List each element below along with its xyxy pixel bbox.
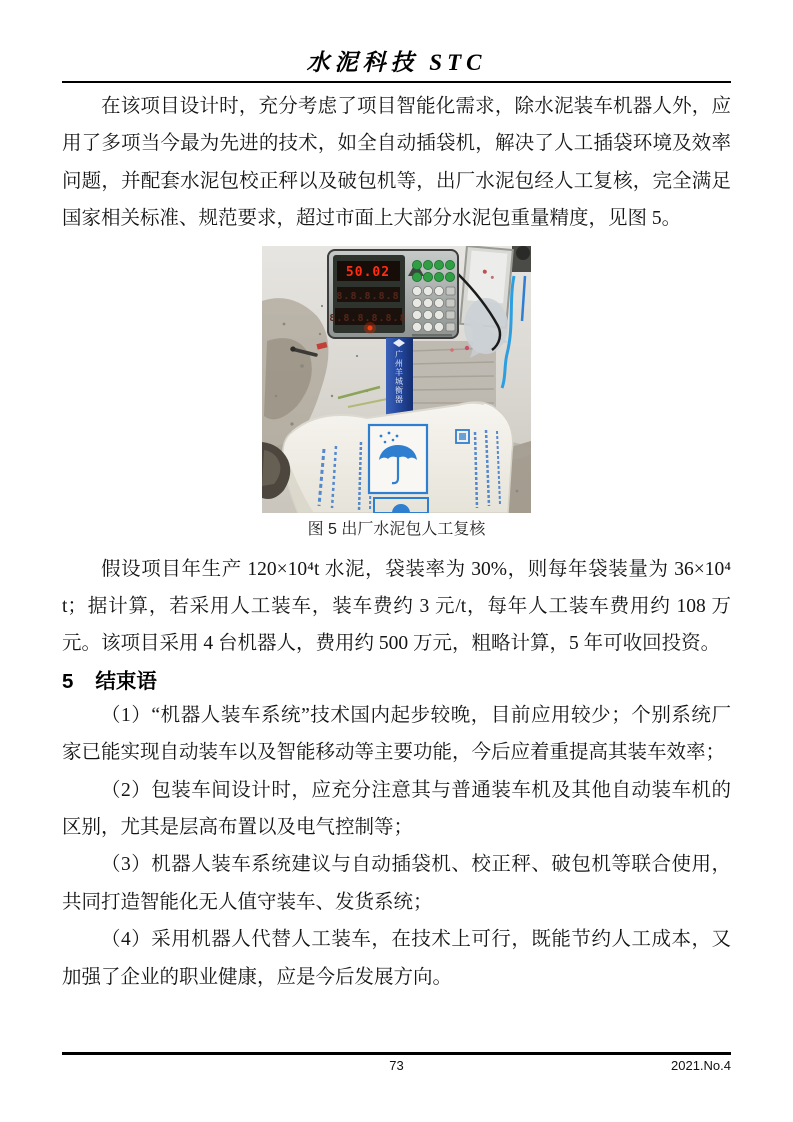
led-displays xyxy=(329,261,406,325)
footer-divider xyxy=(62,1052,731,1055)
section-number: 5 xyxy=(62,669,74,693)
red-indicator-glow xyxy=(368,325,373,330)
figure-5-photo xyxy=(262,246,531,513)
page-footer xyxy=(62,1058,731,1078)
section-title: 结束语 xyxy=(95,669,157,693)
scale-photo-illustration xyxy=(262,246,531,513)
article-body xyxy=(62,88,731,996)
conclusion-item-1: （1）“机器人装车系统”技术国内起步较晚，目前应用较少；个别系统厂家已能实现自动装车以及智能移动等主要功能，今后应着重提高其装车效率； xyxy=(62,704,731,764)
paragraph-cost-analysis: 假设项目年生产 120×10⁴t 水泥，袋装率为 30%，则每年袋装量为 36×10⁴t；据计算，若采用人工装车，装车费约 3 元/t，每年人工装车费用约 108 万元。该项目采用 4 台机器人，费用约 500 万元，粗略计算，5 年可收回投资。 xyxy=(62,558,731,655)
cement-bag xyxy=(283,402,513,513)
scale-weight-reading: 50.02 xyxy=(345,264,391,280)
figure-5 xyxy=(62,246,731,545)
conclusion-item-2: （2）包装车间设计时，应充分注意其与普通装车机及其他自动装车机的区别，尤其是层高布置以及电气控制等； xyxy=(62,779,731,839)
section-heading-conclusion xyxy=(62,667,731,697)
conclusion-item-4: （4）采用机器人代替人工装车，在技术上可行，既能节约人工成本，又加强了企业的职业健康，应是今后发展方向。 xyxy=(62,929,731,988)
figure-5-caption: 图 5 出厂水泥包人工复核 xyxy=(307,520,486,538)
issue-label: 2021.No.4 xyxy=(671,1058,731,1073)
keep-dry-umbrella-icon xyxy=(369,425,427,493)
paragraph-project-design: 在该项目设计时，充分考虑了项目智能化需求，除水泥装车机器人外，应用了多项当今最为先进的技术，如全自动插袋机，解决了人工插袋环境及效率问题，并配套水泥包校正秤以及破包机等，出厂水泥包经人工复核，完全满足国家相关标准、规范要求，超过市面上大部分水泥包重量精度，见图 5。 xyxy=(62,96,731,230)
scale-brand-text: 广州羊城衡器 xyxy=(394,349,404,404)
journal-title: 水泥科技 STC xyxy=(306,50,487,75)
conclusion-item-3: （3）机器人装车系统建议与自动插袋机、校正秤、破包机等联合使用，共同打造智能化无人值守装车、发货系统； xyxy=(62,854,731,913)
page-number: 73 xyxy=(389,1058,404,1073)
header-divider xyxy=(62,81,731,83)
led-display-dim-2: 8.8.8.8.8.8 xyxy=(329,312,407,324)
led-display-dim-1: 8.8.8.8.8 xyxy=(336,290,400,302)
scale-indicator-head xyxy=(328,250,458,338)
